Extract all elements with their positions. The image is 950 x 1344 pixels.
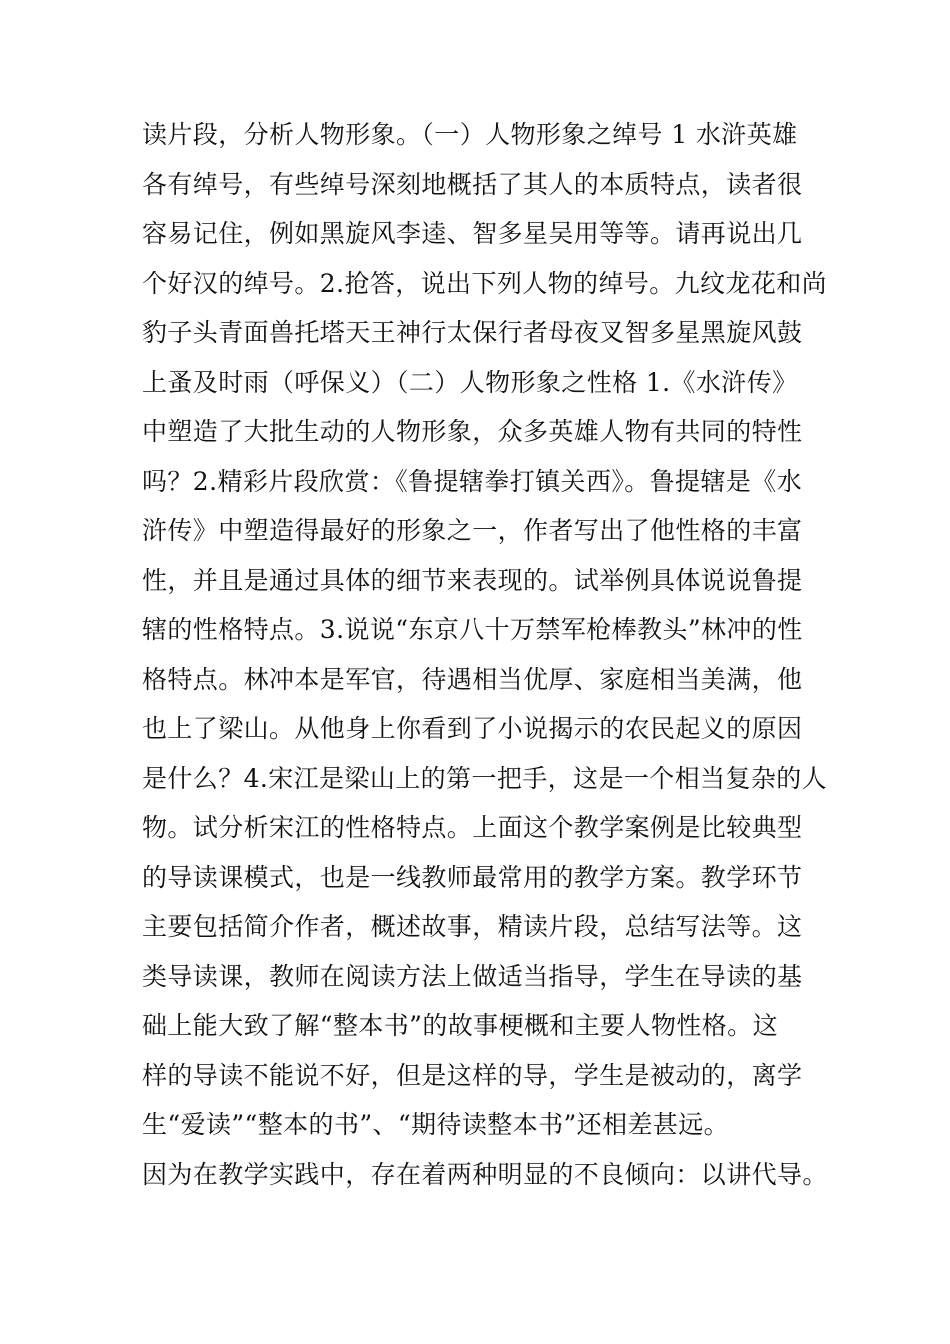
text-line-20: 样的导读不能说不好，但是这样的导，学生是被动的，离学 xyxy=(142,1060,803,1090)
text-line-14: 是什么？4.宋江是梁山上的第一把手，这是一个相当复杂的人 xyxy=(142,763,828,793)
text-line-17: 主要包括简介作者，概述故事，精读片段，总结写法等。这 xyxy=(142,912,803,941)
text-line-11: 辖的性格特点。3.说说“东京八十万禁军枪棒教头”林冲的性 xyxy=(142,615,803,644)
text-line-15: 物。试分析宋江的性格特点。上面这个教学案例是比较典型 xyxy=(142,813,803,842)
text-line-16: 的导读课模式，也是一线教师最常用的教学方案。教学环节 xyxy=(142,862,803,892)
text-line-5: 豹子头青面兽托塔天王神行太保行者母夜叉智多星黑旋风鼓 xyxy=(142,318,803,347)
text-line-9: 浒传》中塑造得最好的形象之一，作者写出了他性格的丰富 xyxy=(142,516,803,545)
text-line-2: 各有绰号，有些绰号深刻地概括了其人的本质特点，读者很 xyxy=(142,169,803,199)
text-line-19: 础上能大致了解“整本书”的故事梗概和主要人物性格。这 xyxy=(142,1011,778,1040)
text-line-8: 吗？2.精彩片段欣赏：《鲁提辖拳打镇关西》。鲁提辖是《水 xyxy=(142,466,803,496)
text-line-3: 容易记住，例如黑旋风李逵、智多星吴用等等。请再说出几 xyxy=(142,219,803,248)
text-line-18: 类导读课，教师在阅读方法上做适当指导，学生在导读的基 xyxy=(142,961,803,991)
text-line-12: 格特点。林冲本是军官，待遇相当优厚、家庭相当美满，他 xyxy=(142,664,803,694)
text-line-6: 上蚤及时雨（呼保义）（二）人物形象之性格 1.《水浒传》 xyxy=(142,367,798,397)
text-line-21: 生“爱读”“整本的书”、“期待读整本书”还相差甚远。 xyxy=(142,1110,730,1139)
text-line-4: 个好汉的绰号。2.抢答，说出下列人物的绰号。九纹龙花和尚 xyxy=(142,268,828,298)
text-line-22: 因为在教学实践中，存在着两种明显的不良倾向：以讲代导。 xyxy=(142,1159,828,1189)
text-line-10: 性，并且是通过具体的细节来表现的。试举例具体说说鲁提 xyxy=(142,565,803,595)
text-line-1: 读片段，分析人物形象。（一）人物形象之绰号 1 水浒英雄 xyxy=(142,120,798,149)
text-line-13: 也上了梁山。从他身上你看到了小说揭示的农民起义的原因 xyxy=(142,714,803,743)
text-line-7: 中塑造了大批生动的人物形象，众多英雄人物有共同的特性 xyxy=(142,417,803,446)
body-text xyxy=(142,110,832,1199)
